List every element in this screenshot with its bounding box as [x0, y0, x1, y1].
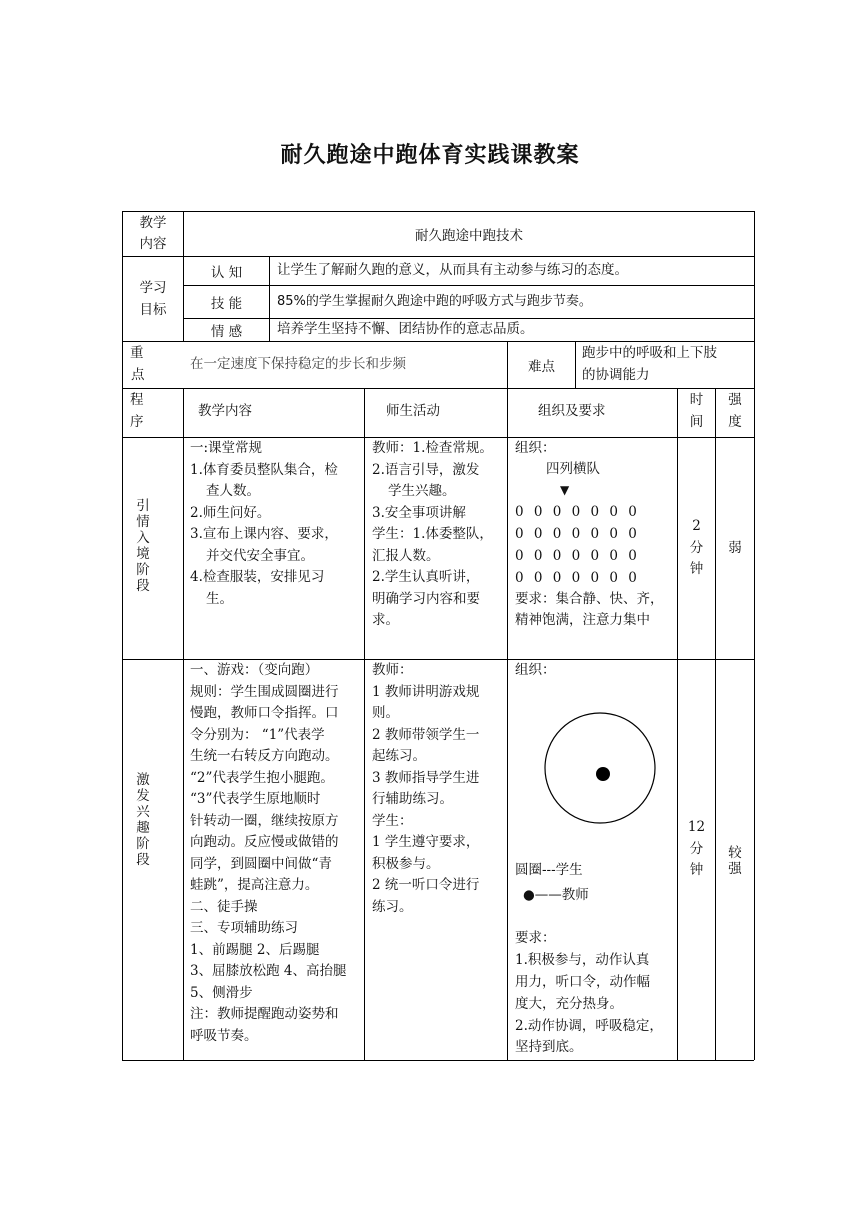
header-time: 时 间	[689, 392, 704, 430]
stage-2-intensity: 较强	[728, 845, 742, 877]
header-org: 组织及要求	[538, 403, 606, 419]
stage-2-content: 一、游戏：（变向跑） 规则：学生围成圆圈进行 慢跑，教师口令指挥。口 令分别为： “1”代表学 生统一右转反方向跑动。 “2”代表学生抱小腿跑。 “3”代表学生原地顺时 针转动一圈，继续按原方 向跑动。反应慢或做错的 同学，到圆圈中间做“青 蛙跳”，提高注意力。 二、徒手操 三、专项辅助练习 1、前踢腿 2、后踢腿 3、屈膝放松跑 4、高抬腿 5、侧滑步 注：教师提醒跑动姿势和 呼吸节奏。	[190, 662, 347, 1044]
objective-cognition-label: 认 知	[210, 265, 243, 281]
circle-diagram	[544, 712, 656, 824]
objective-cognition-text: 让学生了解耐久跑的意义，从而具有主动参与练习的态度。	[277, 262, 628, 278]
stage-1-name: 引 情 入 境 阶 段	[136, 498, 150, 594]
key-label: 重 点	[130, 345, 145, 383]
objectives-label: 学习 目标	[139, 280, 167, 318]
difficulty-text: 跑步中的呼吸和上下肢 的协调能力	[582, 345, 717, 383]
difficulty-label: 难点	[528, 359, 555, 375]
stage-1-activity: 教师：1.检查常规。 2.语言引导，激发 学生兴趣。 3.安全事项讲解 学生：1.体委整队， 汇报人数。 2.学生认真听讲， 明确学习内容和要 求。	[372, 440, 493, 628]
stage-1-time: 2 分 钟	[689, 518, 704, 577]
key-point-text: 在一定速度下保持稳定的步长和步频	[190, 356, 406, 372]
formation-row: 0 0 0 0 0 0 0	[515, 548, 640, 564]
stage-1-intensity: 弱	[728, 540, 742, 556]
objective-emotion-label: 情 感	[210, 324, 243, 340]
stage-2-time: 12 分 钟	[687, 819, 706, 878]
page-title: 耐久跑途中跑体育实践课教案	[280, 143, 580, 168]
header-activity: 师生活动	[386, 403, 440, 419]
header-intensity: 强 度	[728, 392, 742, 430]
formation-row: 0 0 0 0 0 0 0	[515, 570, 640, 586]
objective-skill-text: 85%的学生掌握耐久跑途中跑的呼吸方式与跑步节奏。	[277, 294, 592, 309]
objective-skill-label: 技 能	[210, 296, 243, 312]
formation-row: 0 0 0 0 0 0 0	[515, 504, 640, 520]
stage-2-name: 激 发 兴 趣 阶 段	[136, 772, 150, 868]
content-value: 耐久跑途中跑技术	[415, 228, 523, 244]
formation-label: 四列横队	[546, 461, 600, 477]
stage-2-org: 组织： 圆圈---学生 ●——教师 要求： 1.积极参与，动作认真 用力，听口令，动作幅 度大，充分热身。 2.动作协调，呼吸稳定， 坚持到底。	[515, 662, 663, 1055]
header-content: 教学内容	[198, 403, 252, 419]
stage-2-activity: 教师： 1 教师讲明游戏规 则。 2 教师带领学生一 起练习。 3 教师指导学生进 行辅助练习。 学生： 1 学生遵守要求， 积极参与。 2 统一听口令进行 练习。	[372, 662, 480, 915]
content-label: 教学 内容	[139, 215, 167, 252]
legend-student: 圆圈---学生	[515, 862, 583, 878]
teacher-dot	[596, 767, 610, 781]
legend-teacher: ●——教师	[523, 887, 589, 903]
objective-emotion-text: 培养学生坚持不懈、团结协作的意志品质。	[277, 321, 534, 337]
stage-1-org: 组织： 四列横队 ▼ 0 0 0 0 0 0 0 0 0 0 0 0 0 0 0 0 0 0 0 0 0 0 0 0 0 0 0 0 要求：集合静、快、齐， 精神饱满，注意力集中	[515, 440, 664, 628]
arrow-down-icon: ▼	[560, 483, 570, 497]
stage-1-content: 一:课堂常规 1.体育委员整队集合，检 查人数。 2.师生问好。 3.宣布上课内容、要求， 并交代安全事宜。 4.检查服装，安排见习 生。	[190, 440, 338, 607]
header-process: 程 序	[130, 392, 144, 430]
formation-row: 0 0 0 0 0 0 0	[515, 526, 640, 542]
